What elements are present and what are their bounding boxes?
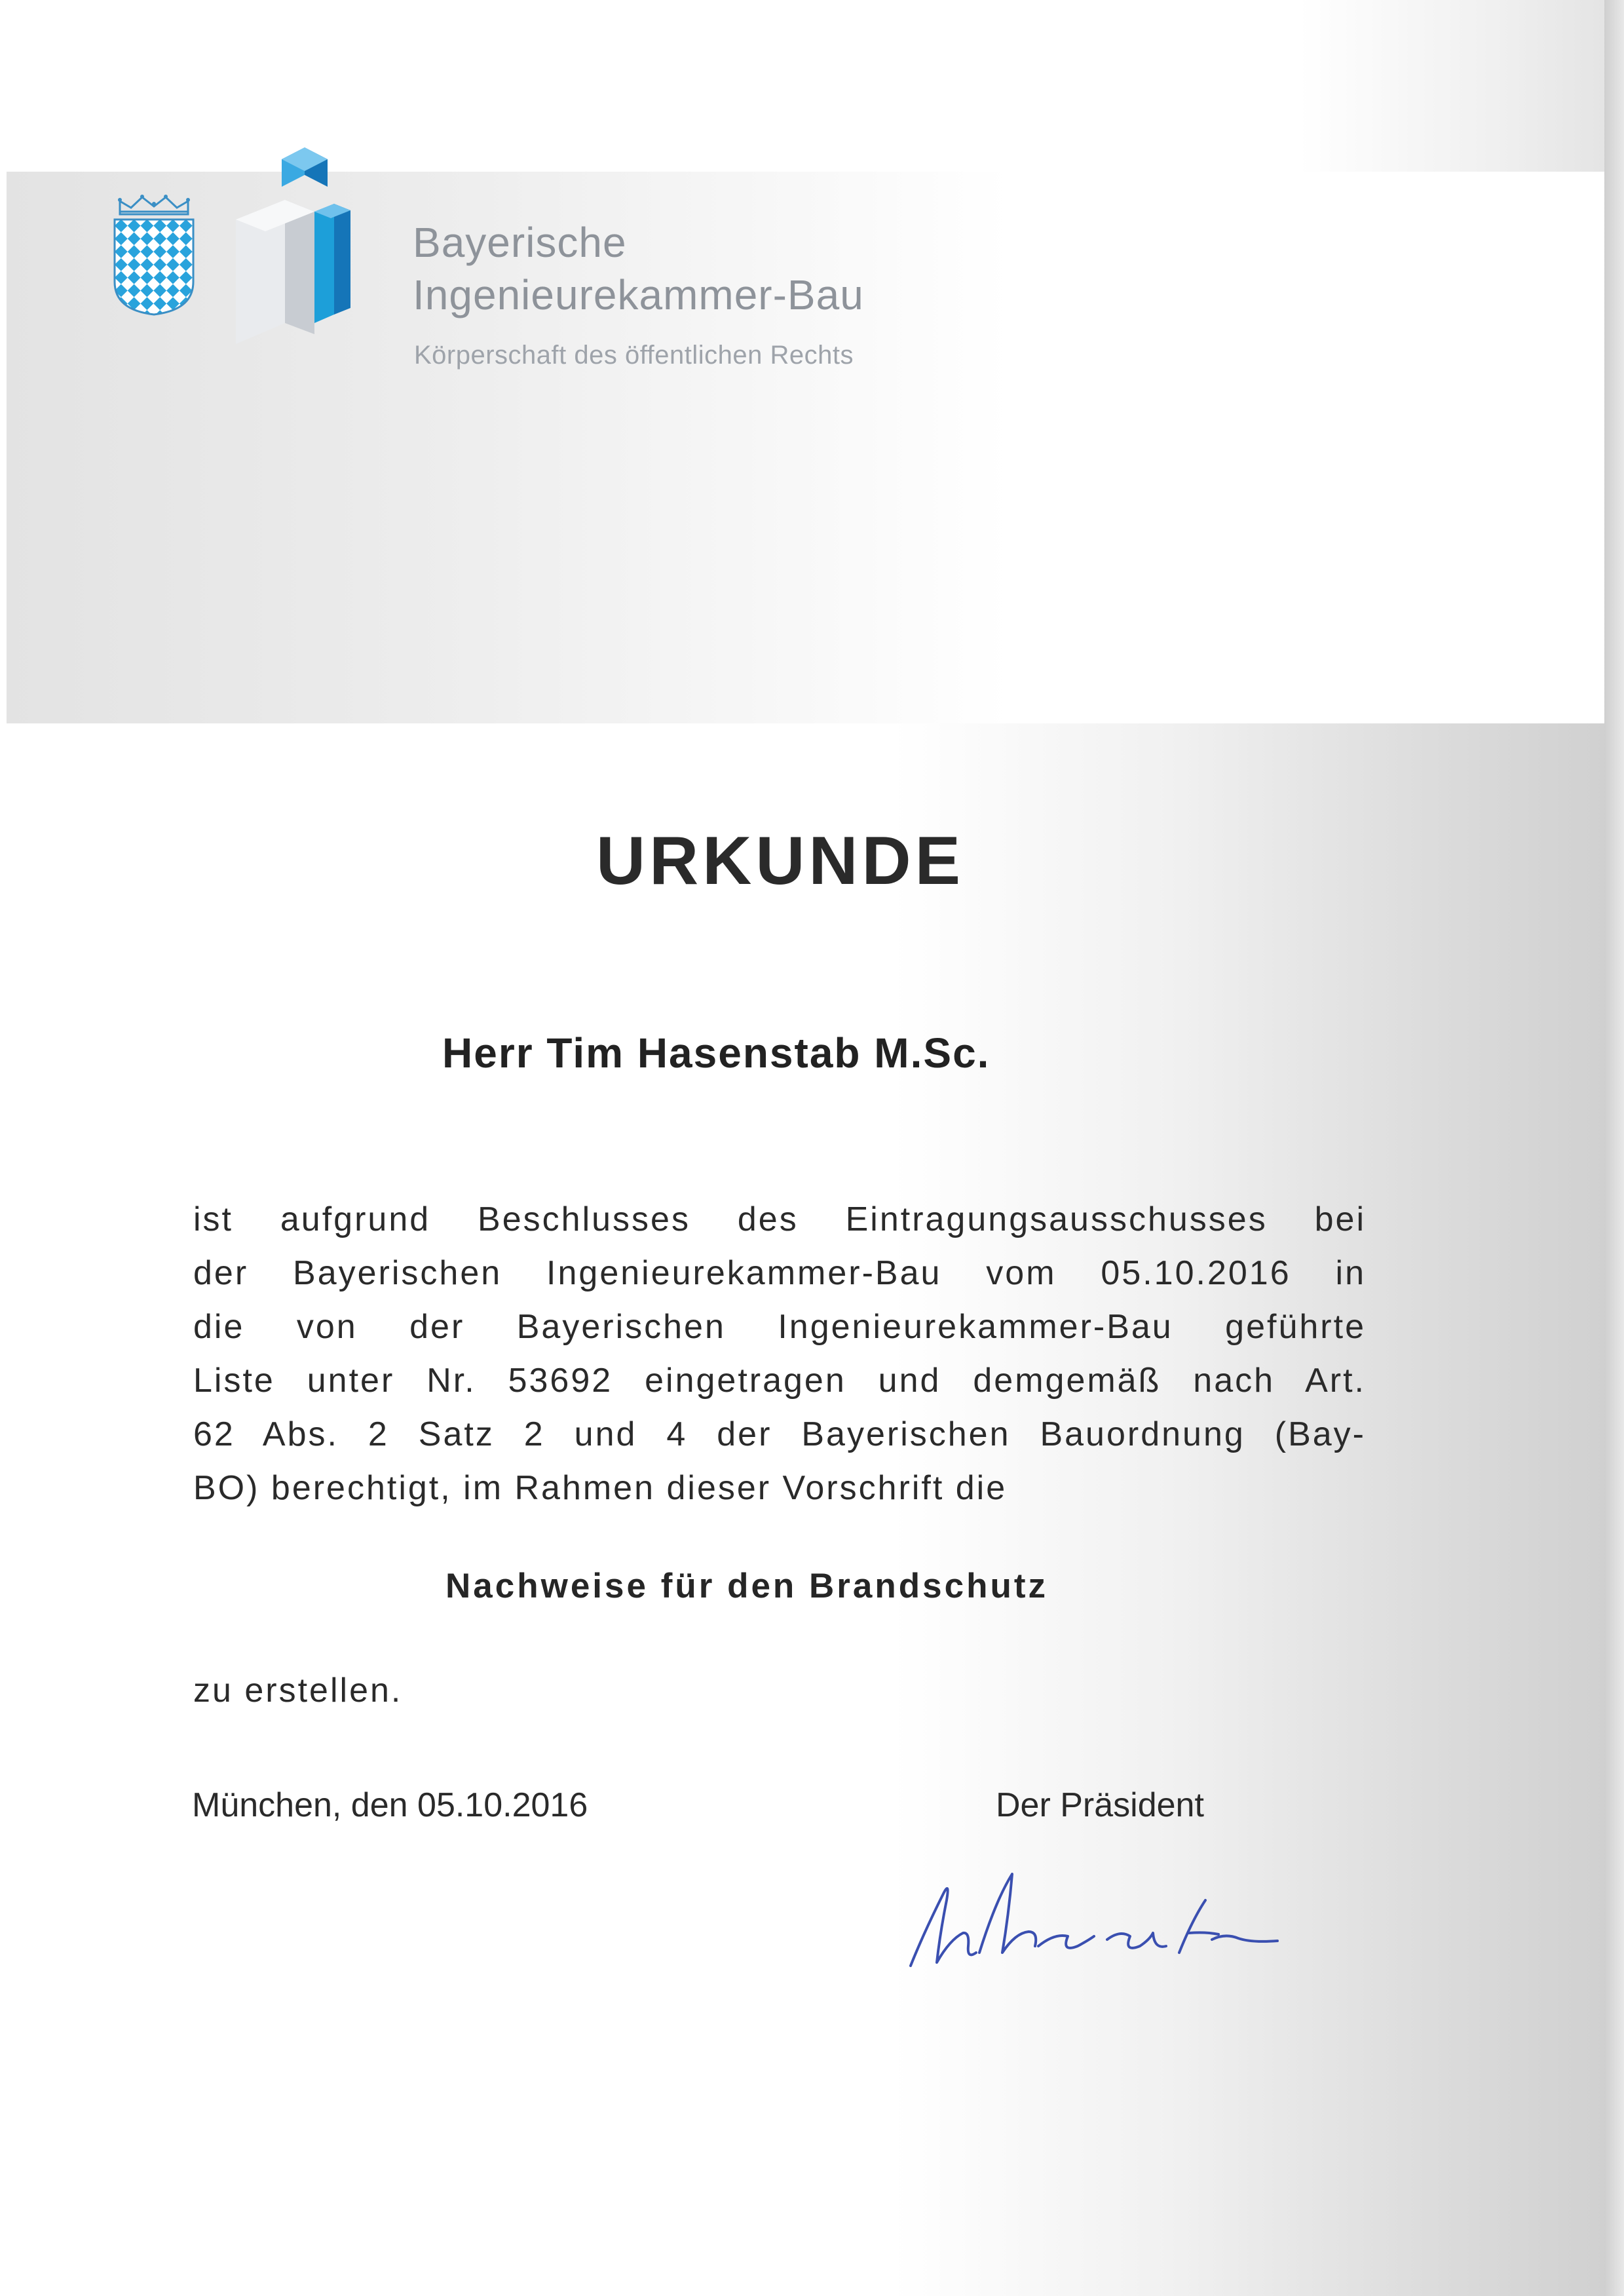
organization-name-line2: Ingenieurekammer-Bau [413, 271, 864, 318]
ingenieurekammer-logo-icon [236, 147, 350, 344]
body-line: 62 Abs. 2 Satz 2 und 4 der Bayerischen Bauordnung (Bay- [193, 1415, 1366, 1453]
body-line: die von der Bayerischen Ingenieurekammer-Bau geführte [193, 1308, 1366, 1346]
body-line: der Bayerischen Ingenieurekammer-Bau vom 05.10.2016 in [193, 1254, 1366, 1292]
qualification-title: Nachweise für den Brandschutz [445, 1567, 1049, 1605]
document-title: URKUNDE [596, 823, 964, 899]
organization-name [413, 216, 864, 321]
body-line: ist aufgrund Beschlusses des Eintragungsausschusses bei [193, 1200, 1366, 1238]
organization-subtitle: Körperschaft des öffentlichen Rechts [414, 341, 854, 370]
place-and-date: München, den 05.10.2016 [192, 1786, 588, 1824]
closing-text: zu erstellen. [193, 1672, 403, 1710]
organization-name-line1: Bayerische [413, 219, 627, 266]
recipient-name: Herr Tim Hasenstab M.Sc. [442, 1029, 991, 1077]
handwritten-signature [897, 1854, 1304, 1985]
certificate-body [193, 1193, 1366, 1515]
top-margin [0, 0, 1624, 172]
body-line: Liste unter Nr. 53692 eingetragen und demgemäß nach Art. [193, 1362, 1366, 1400]
bavarian-coat-of-arms-icon [108, 193, 200, 318]
body-line: BO) berechtigt, im Rahmen dieser Vorschrift die [193, 1469, 1008, 1507]
scan-edge [1604, 0, 1624, 2296]
signer-role: Der Präsident [996, 1786, 1204, 1824]
